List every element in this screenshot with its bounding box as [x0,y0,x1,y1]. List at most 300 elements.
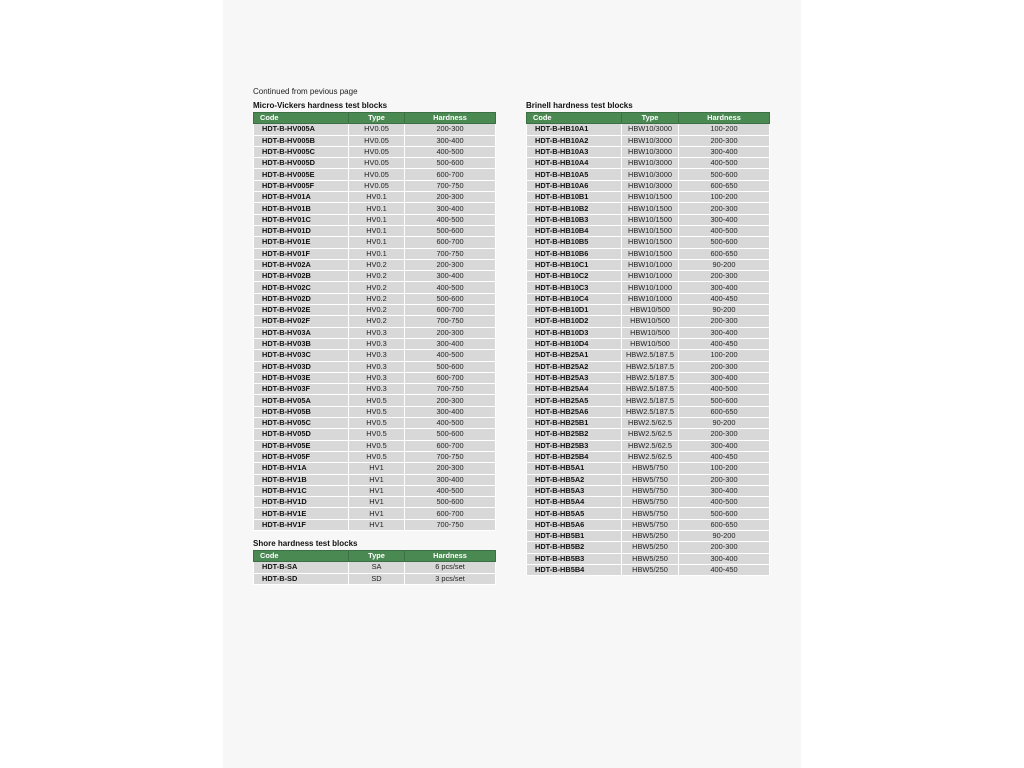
table-row [254,395,496,406]
table-row [254,316,496,327]
cell-code: HDT-B-HV1F [254,519,349,530]
cell-hardness: 600-700 [405,372,496,383]
table-row [527,384,770,395]
cell-code: HDT-B-HV01B [254,203,349,214]
cell-type: HBW2.5/62.5 [622,451,679,462]
cell-code: HDT-B-HB10A4 [527,158,622,169]
cell-code: HDT-B-HV01E [254,237,349,248]
cell-code: HDT-B-HV005D [254,158,349,169]
cell-code: HDT-B-HV01D [254,225,349,236]
cell-type: HV0.2 [349,282,405,293]
cell-hardness: 90-200 [679,259,770,270]
cell-type: HBW10/3000 [622,146,679,157]
cell-type: HBW2.5/62.5 [622,418,679,429]
cell-hardness: 400-450 [679,564,770,575]
table-row [254,508,496,519]
cell-type: HBW5/750 [622,519,679,530]
cell-hardness: 200-300 [679,203,770,214]
cell-code: HDT-B-HV05A [254,395,349,406]
cell-hardness: 300-400 [405,474,496,485]
cell-hardness: 400-500 [679,225,770,236]
cell-type: HV0.2 [349,293,405,304]
cell-code: HDT-B-HB5A1 [527,463,622,474]
table-row [254,271,496,282]
table-row [254,562,496,573]
header-code: Code [527,113,622,124]
table-row [254,361,496,372]
vickers-table-title: Micro-Vickers hardness test blocks [253,101,388,110]
cell-code: HDT-B-HV05C [254,418,349,429]
cell-code: HDT-B-HV03C [254,350,349,361]
cell-type: HV0.3 [349,384,405,395]
cell-type: HV0.05 [349,135,405,146]
table-row [254,214,496,225]
cell-hardness: 200-300 [679,429,770,440]
cell-type: HBW10/3000 [622,135,679,146]
table-row [527,542,770,553]
table-row [254,305,496,316]
cell-type: HBW2.5/187.5 [622,361,679,372]
cell-type: HV0.1 [349,192,405,203]
cell-type: HBW2.5/62.5 [622,440,679,451]
table-row [527,316,770,327]
cell-code: HDT-B-HV03E [254,372,349,383]
cell-code: HDT-B-HB25B4 [527,451,622,462]
cell-hardness: 200-300 [405,463,496,474]
cell-code: HDT-B-HV005F [254,180,349,191]
table-row [254,418,496,429]
cell-type: HBW5/750 [622,508,679,519]
cell-hardness: 90-200 [679,530,770,541]
cell-code: HDT-B-HV1D [254,497,349,508]
cell-type: HV0.3 [349,372,405,383]
table-row [527,169,770,180]
table-row [254,406,496,417]
cell-hardness: 200-300 [405,124,496,135]
cell-hardness: 700-750 [405,519,496,530]
cell-type: HV0.05 [349,146,405,157]
cell-hardness: 300-400 [405,406,496,417]
cell-hardness: 400-500 [405,350,496,361]
cell-type: HV1 [349,508,405,519]
cell-hardness: 300-400 [405,203,496,214]
cell-type: HBW2.5/187.5 [622,350,679,361]
cell-hardness: 200-300 [679,316,770,327]
cell-code: HDT-B-HB10A6 [527,180,622,191]
table-row [254,293,496,304]
cell-hardness: 700-750 [405,451,496,462]
cell-type: HBW10/3000 [622,158,679,169]
table-row [527,225,770,236]
cell-type: HV0.1 [349,225,405,236]
cell-type: HV0.2 [349,316,405,327]
cell-type: HV1 [349,474,405,485]
cell-code: HDT-B-HV02B [254,271,349,282]
cell-type: HV0.05 [349,169,405,180]
cell-type: HV0.3 [349,350,405,361]
cell-code: HDT-B-HV01C [254,214,349,225]
cell-hardness: 600-700 [405,169,496,180]
cell-type: HBW10/500 [622,305,679,316]
table-row [254,192,496,203]
continued-note: Continued from pevious page [253,87,358,96]
cell-type: HV0.3 [349,361,405,372]
cell-type: HBW10/1000 [622,271,679,282]
cell-code: HDT-B-HB25A1 [527,350,622,361]
table-row [254,485,496,496]
header-type: Type [349,551,405,562]
table-row [527,327,770,338]
table-row [254,259,496,270]
cell-type: HV0.3 [349,327,405,338]
cell-hardness: 100-200 [679,350,770,361]
cell-hardness: 500-600 [679,169,770,180]
cell-code: HDT-B-HV03B [254,338,349,349]
cell-hardness: 700-750 [405,316,496,327]
table-row [527,214,770,225]
cell-code: HDT-B-HB10C4 [527,293,622,304]
cell-code: HDT-B-HB10D3 [527,327,622,338]
cell-type: HV0.1 [349,248,405,259]
cell-hardness: 600-700 [405,508,496,519]
table-row [527,406,770,417]
cell-code: HDT-B-HB25B3 [527,440,622,451]
cell-code: HDT-B-HB5A3 [527,485,622,496]
cell-type: HBW5/750 [622,485,679,496]
cell-code: HDT-B-HB10C3 [527,282,622,293]
cell-type: SA [349,562,405,573]
table-row [254,169,496,180]
cell-type: HV0.1 [349,237,405,248]
table-row [527,553,770,564]
cell-hardness: 200-300 [405,192,496,203]
cell-type: HV0.2 [349,271,405,282]
vickers-table [253,112,496,531]
cell-code: HDT-B-HB5B2 [527,542,622,553]
cell-code: HDT-B-HV02E [254,305,349,316]
cell-code: HDT-B-HB10B1 [527,192,622,203]
cell-type: HBW10/1500 [622,214,679,225]
table-row [254,180,496,191]
cell-hardness: 200-300 [679,361,770,372]
cell-code: HDT-B-HB10B5 [527,237,622,248]
shore-table [253,550,496,585]
table-row [527,418,770,429]
cell-code: HDT-B-HB10A2 [527,135,622,146]
table-row [254,474,496,485]
cell-type: HBW5/250 [622,530,679,541]
cell-code: HDT-B-HV05F [254,451,349,462]
table-row [527,429,770,440]
cell-code: HDT-B-HB10B4 [527,225,622,236]
cell-code: HDT-B-HB10A1 [527,124,622,135]
cell-code: HDT-B-HV02A [254,259,349,270]
cell-code: HDT-B-SD [254,573,349,584]
table-row [527,192,770,203]
cell-code: HDT-B-HV1E [254,508,349,519]
cell-hardness: 400-500 [405,214,496,225]
cell-hardness: 200-300 [679,542,770,553]
cell-hardness: 400-500 [679,384,770,395]
table-row [527,180,770,191]
table-row [527,146,770,157]
cell-hardness: 700-750 [405,384,496,395]
header-code: Code [254,551,349,562]
cell-type: HV0.5 [349,395,405,406]
cell-code: HDT-B-HB10B2 [527,203,622,214]
cell-code: HDT-B-HB5B1 [527,530,622,541]
cell-type: HBW10/1000 [622,282,679,293]
table-row [527,293,770,304]
cell-code: HDT-B-HB10A5 [527,169,622,180]
table-row [527,395,770,406]
cell-hardness: 700-750 [405,180,496,191]
cell-type: HBW10/1500 [622,203,679,214]
table-row [254,135,496,146]
cell-hardness: 600-700 [405,237,496,248]
cell-hardness: 200-300 [405,395,496,406]
cell-hardness: 200-300 [679,474,770,485]
cell-hardness: 100-200 [679,463,770,474]
cell-code: HDT-B-HB10A3 [527,146,622,157]
table-row [254,384,496,395]
cell-type: HV0.5 [349,418,405,429]
cell-type: HBW2.5/187.5 [622,406,679,417]
cell-hardness: 300-400 [679,485,770,496]
cell-code: HDT-B-HV03A [254,327,349,338]
table-row [254,237,496,248]
cell-type: HBW2.5/62.5 [622,429,679,440]
table-row [527,158,770,169]
table-row [527,305,770,316]
table-header-row [254,551,496,562]
cell-type: HV0.5 [349,451,405,462]
cell-code: HDT-B-HV05D [254,429,349,440]
cell-code: HDT-B-HV1B [254,474,349,485]
cell-code: HDT-B-HB10D2 [527,316,622,327]
cell-hardness: 500-600 [405,225,496,236]
table-row [527,248,770,259]
cell-hardness: 400-450 [679,293,770,304]
cell-type: HV0.1 [349,214,405,225]
cell-hardness: 100-200 [679,124,770,135]
cell-code: HDT-B-HV03F [254,384,349,395]
cell-code: HDT-B-HB10C2 [527,271,622,282]
cell-hardness: 300-400 [679,372,770,383]
cell-code: HDT-B-HB10B6 [527,248,622,259]
cell-code: HDT-B-HB10D1 [527,305,622,316]
cell-hardness: 500-600 [405,497,496,508]
cell-code: HDT-B-HV02F [254,316,349,327]
cell-type: HBW10/500 [622,316,679,327]
cell-hardness: 300-400 [405,135,496,146]
cell-hardness: 400-500 [405,485,496,496]
cell-type: SD [349,573,405,584]
cell-hardness: 400-500 [405,146,496,157]
cell-hardness: 200-300 [679,271,770,282]
cell-hardness: 200-300 [405,327,496,338]
cell-code: HDT-B-HV05E [254,440,349,451]
table-row [254,429,496,440]
table-row [527,237,770,248]
cell-hardness: 300-400 [405,338,496,349]
cell-code: HDT-B-HV02D [254,293,349,304]
cell-type: HBW5/750 [622,497,679,508]
cell-code: HDT-B-HB25A6 [527,406,622,417]
cell-code: HDT-B-HV01A [254,192,349,203]
cell-code: HDT-B-HV01F [254,248,349,259]
header-code: Code [254,113,349,124]
table-row [527,485,770,496]
table-row [254,203,496,214]
cell-code: HDT-B-SA [254,562,349,573]
table-row [527,530,770,541]
header-hardness: Hardness [405,551,496,562]
cell-type: HV0.2 [349,259,405,270]
cell-type: HV0.5 [349,429,405,440]
cell-code: HDT-B-HB25B2 [527,429,622,440]
cell-hardness: 6 pcs/set [405,562,496,573]
cell-code: HDT-B-HB25A5 [527,395,622,406]
cell-hardness: 600-650 [679,180,770,191]
header-type: Type [349,113,405,124]
header-type: Type [622,113,679,124]
cell-type: HBW10/500 [622,327,679,338]
table-row [527,474,770,485]
table-row [527,440,770,451]
shore-table-title: Shore hardness test blocks [253,539,358,548]
cell-hardness: 500-600 [405,361,496,372]
table-row [254,225,496,236]
cell-hardness: 500-600 [405,429,496,440]
table-row [527,135,770,146]
cell-code: HDT-B-HV1A [254,463,349,474]
cell-hardness: 400-450 [679,338,770,349]
cell-type: HBW2.5/187.5 [622,395,679,406]
table-header-row [254,113,496,124]
cell-hardness: 400-500 [405,418,496,429]
cell-hardness: 400-450 [679,451,770,462]
cell-hardness: 400-500 [679,158,770,169]
cell-hardness: 3 pcs/set [405,573,496,584]
cell-type: HV1 [349,463,405,474]
cell-type: HV1 [349,519,405,530]
table-row [527,451,770,462]
cell-type: HBW10/1500 [622,237,679,248]
cell-hardness: 600-650 [679,406,770,417]
table-row [254,372,496,383]
cell-hardness: 400-500 [405,282,496,293]
cell-code: HDT-B-HB10D4 [527,338,622,349]
cell-type: HBW2.5/187.5 [622,372,679,383]
table-row [254,440,496,451]
table-row [254,350,496,361]
table-row [254,124,496,135]
cell-type: HBW2.5/187.5 [622,384,679,395]
cell-code: HDT-B-HV1C [254,485,349,496]
cell-hardness: 300-400 [679,282,770,293]
header-hardness: Hardness [679,113,770,124]
cell-hardness: 500-600 [679,508,770,519]
cell-type: HBW10/3000 [622,180,679,191]
cell-hardness: 400-500 [679,497,770,508]
table-header-row [527,113,770,124]
table-row [254,519,496,530]
table-row [527,519,770,530]
cell-type: HBW5/250 [622,564,679,575]
cell-type: HBW10/500 [622,338,679,349]
cell-type: HV1 [349,485,405,496]
cell-hardness: 300-400 [679,553,770,564]
table-row [527,282,770,293]
table-row [254,573,496,584]
table-row [527,350,770,361]
cell-hardness: 500-600 [405,293,496,304]
cell-type: HV0.3 [349,338,405,349]
cell-code: HDT-B-HB25A4 [527,384,622,395]
table-row [527,361,770,372]
cell-type: HBW10/1000 [622,293,679,304]
cell-code: HDT-B-HV005A [254,124,349,135]
cell-hardness: 600-700 [405,305,496,316]
cell-type: HV0.2 [349,305,405,316]
cell-code: HDT-B-HB5B3 [527,553,622,564]
cell-code: HDT-B-HV02C [254,282,349,293]
cell-type: HV0.1 [349,203,405,214]
cell-type: HBW10/3000 [622,169,679,180]
cell-hardness: 500-600 [405,158,496,169]
cell-hardness: 600-650 [679,519,770,530]
table-row [527,203,770,214]
header-hardness: Hardness [405,113,496,124]
cell-hardness: 90-200 [679,305,770,316]
cell-type: HBW10/1500 [622,225,679,236]
cell-hardness: 500-600 [679,237,770,248]
cell-code: HDT-B-HB10C1 [527,259,622,270]
cell-hardness: 200-300 [679,135,770,146]
table-row [527,497,770,508]
cell-hardness: 600-700 [405,440,496,451]
cell-type: HV0.05 [349,180,405,191]
table-row [527,271,770,282]
cell-hardness: 300-400 [679,440,770,451]
table-row [527,338,770,349]
table-row [527,259,770,270]
table-row [254,146,496,157]
cell-type: HBW5/250 [622,542,679,553]
table-row [254,338,496,349]
cell-code: HDT-B-HV05B [254,406,349,417]
cell-code: HDT-B-HV03D [254,361,349,372]
table-row [527,372,770,383]
cell-type: HBW10/1000 [622,259,679,270]
cell-code: HDT-B-HV005C [254,146,349,157]
cell-code: HDT-B-HB5A2 [527,474,622,485]
cell-type: HBW10/1500 [622,248,679,259]
cell-type: HBW10/1500 [622,192,679,203]
cell-code: HDT-B-HB5B4 [527,564,622,575]
cell-hardness: 90-200 [679,418,770,429]
cell-hardness: 600-650 [679,248,770,259]
cell-hardness: 100-200 [679,192,770,203]
brinell-table [526,112,770,576]
cell-hardness: 700-750 [405,248,496,259]
cell-type: HBW5/250 [622,553,679,564]
cell-type: HV0.5 [349,406,405,417]
cell-code: HDT-B-HB10B3 [527,214,622,225]
cell-hardness: 200-300 [405,259,496,270]
cell-type: HV1 [349,497,405,508]
